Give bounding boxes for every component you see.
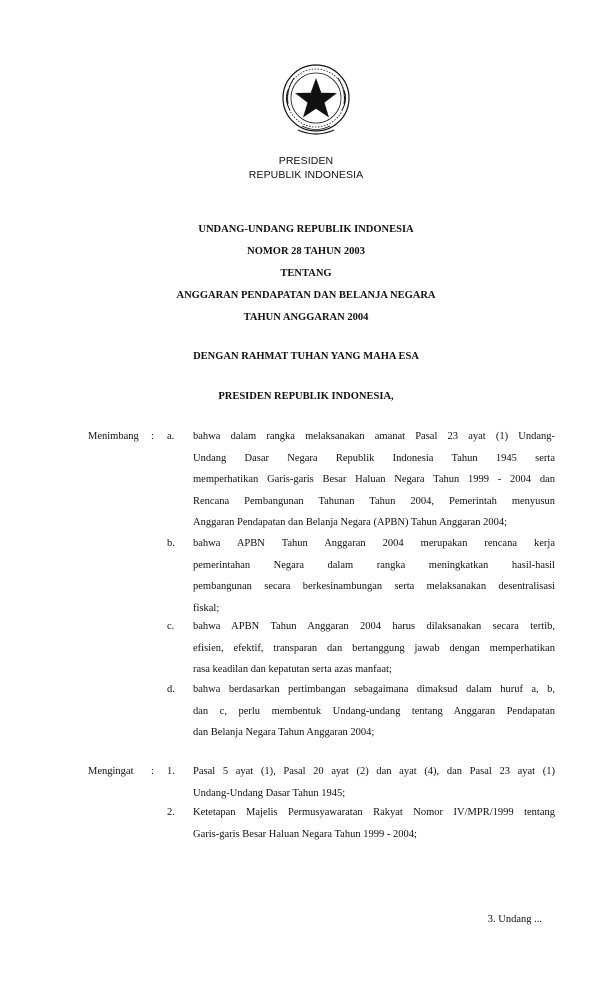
- document-title-line3: TENTANG: [280, 268, 332, 279]
- document-title-line1: UNDANG-UNDANG REPUBLIK INDONESIA: [198, 224, 414, 235]
- mengingat-item-2: [193, 802, 555, 845]
- document-subject: ANGGARAN PENDAPATAN DAN BELANJA NEGARA: [176, 290, 436, 301]
- presidential-emblem-icon: [276, 60, 356, 140]
- text-line: dan Belanja Negara Tahun Anggaran 2004;: [193, 727, 375, 738]
- menimbang-marker-a: a.: [167, 431, 175, 442]
- page-continuation: 3. Undang ...: [487, 914, 542, 925]
- menimbang-label: Menimbang: [88, 431, 139, 442]
- menimbang-marker-d: d.: [167, 684, 175, 695]
- text-line: bahwa dalam rangka melaksanakan amanat Pasal 23 ayat (1) Undang-: [193, 431, 555, 442]
- mengingat-marker-1: 1.: [167, 766, 175, 777]
- mengingat-label: Mengingat: [88, 766, 134, 777]
- text-line: Anggaran Pendapatan dan Belanja Negara (APBN) Tahun Anggaran 2004;: [193, 517, 507, 528]
- menimbang-marker-c: c.: [167, 621, 175, 632]
- menimbang-item-c: [193, 616, 555, 681]
- menimbang-marker-b: b.: [167, 538, 175, 549]
- text-line: Pasal 5 ayat (1), Pasal 20 ayat (2) dan ayat (4), dan Pasal 23 ayat (1): [193, 766, 555, 777]
- text-line: Ketetapan Majelis Permusyawaratan Rakyat Nomor IV/MPR/1999 tentang: [193, 807, 555, 818]
- menimbang-item-a: [193, 426, 555, 534]
- text-line: rasa keadilan dan kepatutan serta azas manfaat;: [193, 664, 392, 675]
- mengingat-item-1: [193, 761, 555, 804]
- text-line: memperhatikan Garis-garis Besar Haluan Negara Tahun 1999 - 2004 dan: [193, 474, 555, 485]
- text-line: Undang-Undang Dasar Tahun 1945;: [193, 787, 346, 799]
- text-line: bahwa APBN Tahun Anggaran 2004 merupakan rencana kerja: [193, 538, 555, 549]
- text-line: bahwa APBN Tahun Anggaran 2004 harus dilaksanakan secara tertib,: [193, 621, 555, 632]
- text-line: Garis-garis Besar Haluan Negara Tahun 1999 - 2004;: [193, 828, 417, 840]
- text-line: Undang Dasar Negara Republik Indonesia Tahun 1945 serta: [193, 452, 555, 464]
- text-line: fiskal;: [193, 602, 220, 614]
- menimbang-colon: :: [151, 431, 154, 442]
- document-number: NOMOR 28 TAHUN 2003: [247, 246, 365, 257]
- text-line: bahwa berdasarkan pertimbangan sebagaimana dimaksud dalam huruf a, b,: [193, 684, 555, 695]
- text-line: efisien, efektif, transparan dan bertanggung jawab dengan memperhatikan: [193, 642, 555, 654]
- text-line: Rencana Pembangunan Tahunan Tahun 2004, Pemerintah menyusun: [193, 495, 555, 507]
- text-line: dan c, perlu membentuk Undang-undang tentang Anggaran Pendapatan: [193, 705, 555, 717]
- menimbang-item-d: [193, 679, 555, 744]
- text-line: pembangunan secara berkesinambungan serta melaksanakan desentralisasi: [193, 581, 555, 592]
- president-heading: PRESIDEN REPUBLIK INDONESIA,: [218, 391, 394, 402]
- document-fiscal-year: TAHUN ANGGARAN 2004: [243, 312, 369, 323]
- invocation-heading: DENGAN RAHMAT TUHAN YANG MAHA ESA: [193, 351, 419, 362]
- mengingat-marker-2: 2.: [167, 807, 175, 818]
- menimbang-item-b: [193, 533, 555, 619]
- text-line: pemerintahan Negara dalam rangka meningkatkan hasil-hasil: [193, 559, 555, 571]
- mengingat-colon: :: [151, 766, 154, 777]
- org-name-line2: REPUBLIK INDONESIA: [248, 169, 364, 181]
- org-name-line1: PRESIDEN: [278, 155, 334, 167]
